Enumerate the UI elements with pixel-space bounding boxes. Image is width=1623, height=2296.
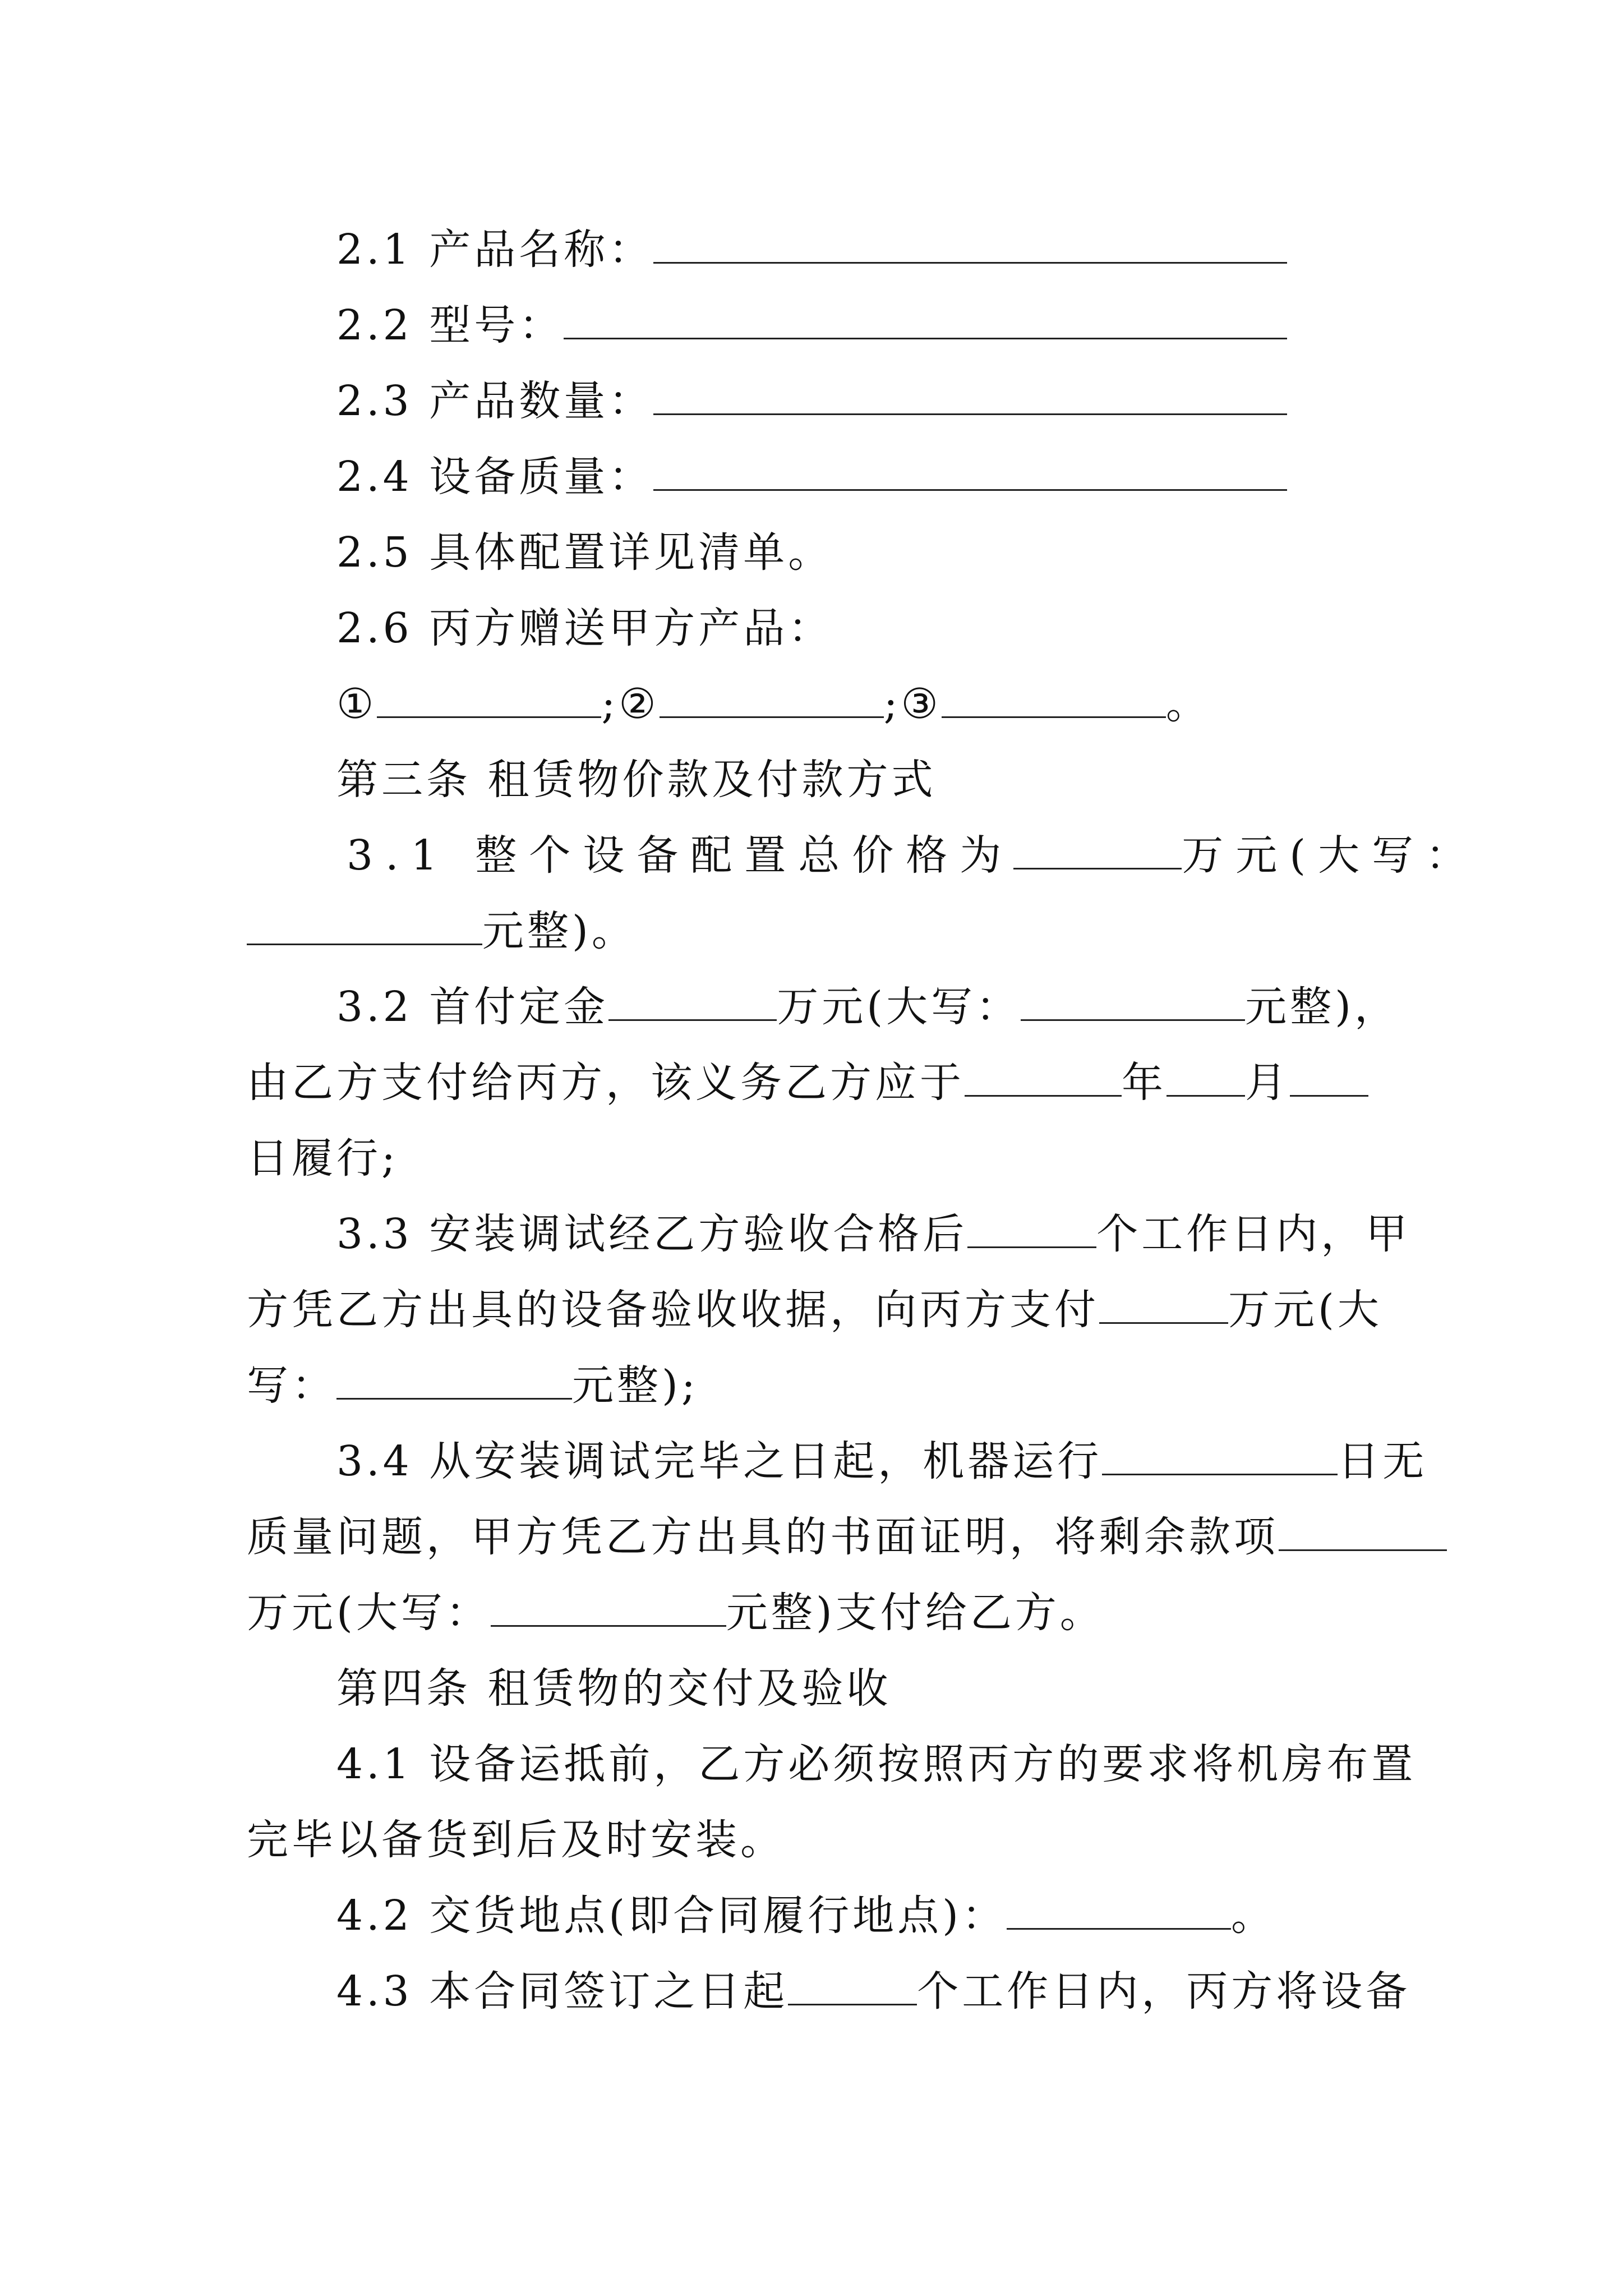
run-period-text: 3.4 从安装调试完毕之日起，机器运行	[336, 1437, 1103, 1485]
total-price-label: 3.1 整个设备配置总价格为	[347, 831, 1014, 880]
words-label: 写：	[247, 1361, 336, 1410]
signing-text: 4.3 本合同签订之日起	[336, 1967, 789, 2016]
item-3-4	[336, 1433, 1469, 1489]
gift-1-marker: ①	[336, 680, 377, 728]
remaining-words-suffix: 元整)支付给乙方。	[726, 1589, 1105, 1637]
total-price-words-blank[interactable]	[247, 909, 482, 945]
run-days-suffix: 日无	[1338, 1437, 1428, 1485]
item-4-1: 4.1 设备运抵前，乙方必须按照丙方的要求将机房布置	[336, 1740, 1417, 1788]
item-2-6: 2.6 丙方赠送甲方产品：	[336, 604, 833, 652]
item-4-3	[336, 1963, 1469, 2019]
remaining-unit: 万元(大写：	[247, 1589, 491, 1637]
item-4-1-cont: 完毕以备货到后及时安装。	[247, 1816, 785, 1864]
deposit-label: 3.2 首付定金	[336, 983, 609, 1031]
deposit-words-blank[interactable]	[1021, 984, 1245, 1021]
item-3-2	[336, 979, 1469, 1035]
delivery-location-blank[interactable]	[1007, 1893, 1231, 1930]
payment-words-blank[interactable]	[336, 1363, 572, 1400]
article-3-heading: 第三条 租赁物价款及付款方式	[336, 756, 937, 804]
item-2-1	[336, 222, 1469, 278]
gift-end-mark: 。	[1165, 680, 1211, 728]
year-label: 年	[1122, 1059, 1166, 1107]
item-2-5: 2.5 具体配置详见清单。	[336, 528, 833, 577]
run-days-blank[interactable]	[1102, 1439, 1338, 1475]
total-price-blank[interactable]	[1013, 833, 1182, 869]
gift-items-line	[336, 676, 1469, 732]
delivery-location-label: 4.2 交货地点(即合同履行地点)：	[336, 1892, 1007, 1940]
working-days-suffix: 个工作日内，甲	[1096, 1210, 1411, 1258]
item-3-2-cont	[247, 1055, 1380, 1111]
gift-2-marker: ;②	[601, 680, 660, 728]
item-3-4-cont	[247, 1509, 1380, 1565]
article-4-heading: 第四条 租赁物的交付及验收	[336, 1664, 892, 1713]
item-3-2-end: 日履行;	[247, 1134, 399, 1182]
month-label: 月	[1245, 1059, 1290, 1107]
acceptance-text: 3.3 安装调试经乙方验收合格后	[336, 1210, 968, 1258]
item-3-3-end	[247, 1358, 1380, 1414]
item-3-3-cont	[247, 1282, 1380, 1338]
model-label: 2.2 型号：	[336, 301, 564, 349]
total-price-unit: 万元(大写：	[1182, 831, 1480, 880]
product-name-label: 2.1 产品名称：	[336, 226, 654, 274]
item-2-4	[336, 449, 1469, 505]
remaining-words-blank[interactable]	[491, 1590, 726, 1627]
equipment-quality-label: 2.4 设备质量：	[336, 453, 654, 501]
delivery-location-end: 。	[1230, 1892, 1276, 1940]
deposit-payment-text: 由乙方支付给丙方，该义务乙方应于	[247, 1059, 965, 1107]
item-3-4-end	[247, 1585, 1380, 1641]
gift-3-marker: ;③	[883, 680, 942, 728]
deposit-month-blank[interactable]	[1166, 1060, 1245, 1097]
product-name-blank[interactable]	[653, 227, 1287, 264]
item-3-3	[336, 1206, 1469, 1262]
gift-3-blank[interactable]	[942, 682, 1166, 718]
item-2-3	[336, 373, 1469, 429]
remaining-amount-blank[interactable]	[1279, 1515, 1447, 1551]
deposit-year-blank[interactable]	[965, 1060, 1122, 1097]
item-4-2	[336, 1888, 1469, 1944]
remaining-payment-text: 质量问题，甲方凭乙方出具的书面证明，将剩余款项	[247, 1513, 1279, 1561]
payment-amount-blank[interactable]	[1099, 1287, 1228, 1324]
deposit-words-suffix: 元整)，	[1245, 983, 1399, 1031]
total-price-words-suffix: 元整)。	[482, 907, 637, 955]
product-quantity-label: 2.3 产品数量：	[336, 377, 654, 425]
item-2-2	[336, 297, 1469, 353]
deposit-day-blank[interactable]	[1290, 1060, 1368, 1097]
item-3-1	[347, 827, 1479, 884]
payment-unit: 万元(大	[1228, 1286, 1382, 1334]
gift-1-blank[interactable]	[377, 682, 601, 718]
deposit-blank[interactable]	[608, 984, 777, 1021]
delivery-days-suffix: 个工作日内，丙方将设备	[917, 1967, 1411, 2016]
model-blank[interactable]	[564, 303, 1287, 339]
delivery-days-blank[interactable]	[788, 1969, 917, 2005]
equipment-quality-blank[interactable]	[653, 454, 1287, 491]
deposit-unit: 万元(大写：	[777, 983, 1021, 1031]
product-quantity-blank[interactable]	[653, 379, 1287, 415]
gift-2-blank[interactable]	[660, 682, 884, 718]
working-days-blank[interactable]	[967, 1212, 1096, 1248]
payment-words-suffix: 元整);	[572, 1361, 699, 1410]
item-3-1-cont	[247, 903, 1380, 959]
payment-text: 方凭乙方出具的设备验收收据，向丙方支付	[247, 1286, 1099, 1334]
